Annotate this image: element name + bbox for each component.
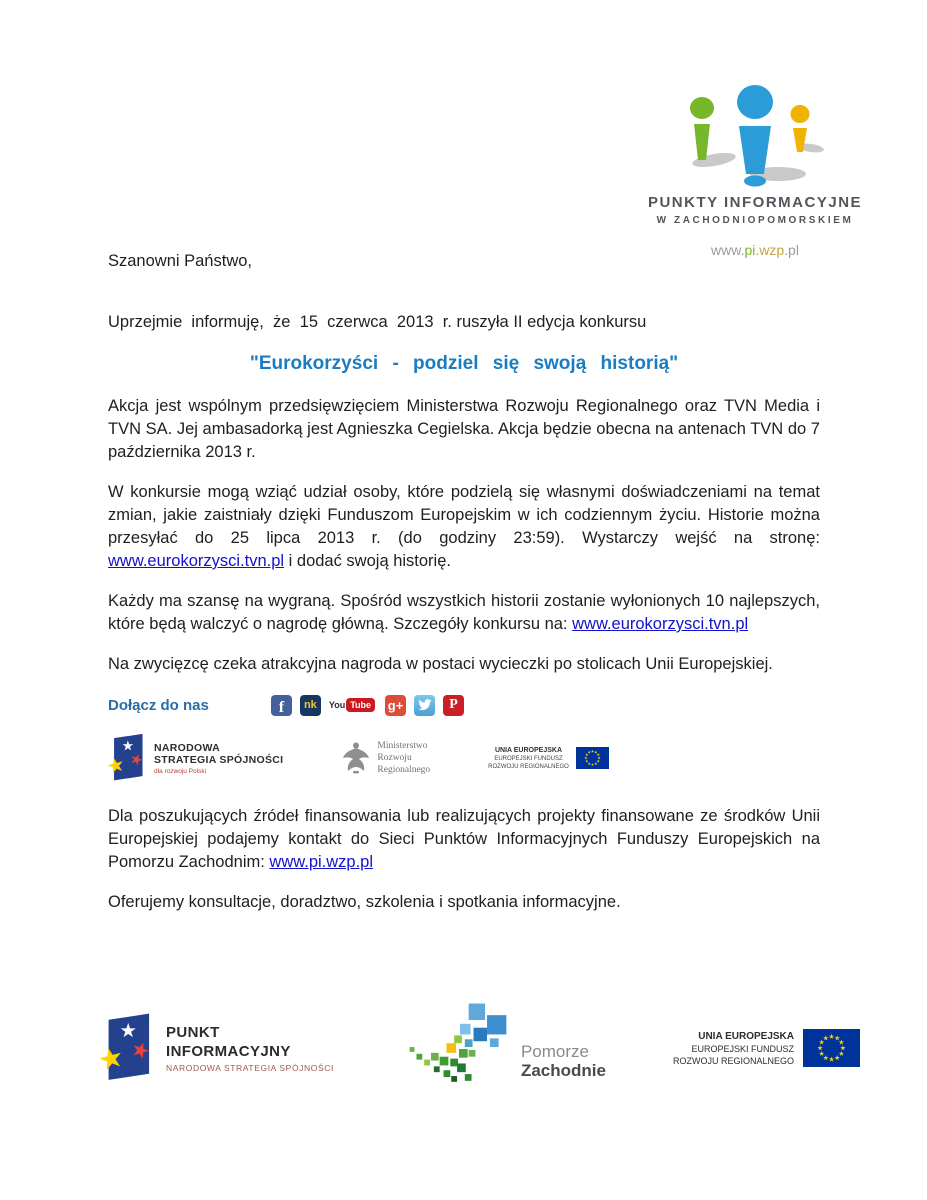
para-nagroda-text: Każdy ma szansę na wygraną. Spośród wszystkich historii zostanie wyłonionych 10 najlepszych, które będą walczyć o nagrodę główną. Szczegóły konkursu na: — [108, 592, 820, 633]
logo-ministry — [341, 740, 430, 776]
para-akcja: Akcja jest wspólnym przedsięwzięciem Ministerstwa Rozwoju Regionalnego oraz TVN Media i TVN SA. Jej ambasadorką jest Agnieszka Cegielska. Akcja będzie obecna na antenach TVN do 7 października 2013 r. — [108, 397, 820, 461]
eu-mid-line1: UNIA EUROPEJSKA — [494, 746, 562, 754]
pomorze-mosaic-icon — [401, 998, 517, 1098]
url-pl: .pl — [784, 242, 799, 258]
para-oferta: Oferujemy konsultacje, doradztwo, szkolenia i spotkania informacyjne. — [108, 893, 621, 911]
link-eurokorzysci-2[interactable]: www.eurokorzysci.tvn.pl — [572, 615, 749, 633]
nss-flag-icon — [108, 733, 146, 783]
link-eurokorzysci-1[interactable]: www.eurokorzysci.tvn.pl — [108, 552, 285, 570]
social-row — [108, 693, 820, 717]
eu-footer-text — [673, 1030, 794, 1067]
para-kontakt — [108, 805, 820, 874]
para-zwyciezca: Na zwycięzcę czeka atrakcyjna nagroda w postaci wycieczki po stolicach Unii Europejskiej. — [108, 655, 773, 673]
facebook-icon[interactable] — [271, 695, 292, 716]
letter-content — [108, 0, 820, 931]
logo-punkt-informacyjny — [100, 1012, 334, 1084]
google-plus-icon[interactable] — [385, 695, 406, 716]
youtube-tube: Tube — [346, 698, 375, 712]
facebook-letter: f — [278, 698, 285, 716]
para-konkurs-text: W konkursie mogą wziąć udział osoby, które podzielą się własnymi doświadczeniami na temat zmian, jakie zaistniały dzięki Funduszom Europejskim w ich codziennym życiu. Historie można przesyłać do 25 lipca 2013 r. (do godziny 23:59). Wystarczy wejść na stronę: — [108, 483, 820, 547]
nk-letters: nk — [303, 699, 317, 711]
header-logo-title: PUNKTY INFORMACYJNE — [647, 194, 863, 211]
pomorze-line1: Pomorze — [520, 1042, 589, 1061]
salutation: Szanowni Państwo, — [108, 252, 252, 270]
para-nagroda — [108, 590, 820, 636]
pinterest-icon[interactable] — [443, 695, 464, 716]
logo-nss — [108, 733, 283, 783]
eu-footer-line1: UNIA EUROPEJSKA — [698, 1030, 794, 1042]
youtube-icon[interactable] — [329, 695, 375, 716]
url-wzp: wzp — [759, 242, 785, 258]
eu-mid-text — [488, 746, 569, 771]
punkt-text — [166, 1023, 334, 1073]
contest-heading: "Eurokorzyści - podziel się swoją historią" — [249, 353, 679, 374]
footer-logos-row — [100, 998, 860, 1098]
ministry-line3: Regionalnego — [377, 765, 431, 775]
punkt-line3: NARODOWA STRATEGIA SPÓJNOŚCI — [166, 1063, 334, 1073]
nss-line1: NARODOWA — [154, 741, 220, 754]
url-dot: . — [755, 242, 760, 258]
url-pi: pi — [744, 242, 756, 258]
ministry-eagle-icon — [341, 740, 371, 776]
para-konkurs-text-after: i dodać swoją historię. — [284, 552, 451, 570]
url-www: www. — [711, 242, 745, 258]
nss-line2: STRATEGIA SPÓJNOŚCI — [154, 753, 284, 766]
nss-tagline: dla rozwoju Polski — [154, 767, 207, 775]
pinterest-letter: P — [449, 697, 458, 712]
twitter-bird-icon — [418, 699, 432, 711]
gplus-letters: g+ — [387, 697, 404, 713]
twitter-icon[interactable] — [414, 695, 435, 716]
logo-eu-mid — [488, 746, 609, 771]
para-konkurs — [108, 481, 820, 573]
link-pi-wzp[interactable]: www.pi.wzp.pl — [269, 853, 374, 871]
eu-flag-icon — [803, 1029, 860, 1067]
eu-footer-line2: EUROPEJSKI FUNDUSZ — [691, 1043, 794, 1054]
ministry-text — [377, 740, 430, 776]
logo-pomorze-zachodnie — [401, 998, 606, 1098]
header-logo-subtitle: W ZACHODNIOPOMORSKIEM — [656, 215, 854, 226]
eu-mid-line2: EUROPEJSKI FUNDUSZ — [494, 755, 563, 762]
ministry-line1: Ministerstwo — [377, 741, 428, 751]
eu-flag-icon — [576, 747, 609, 769]
youtube-you: You — [328, 700, 346, 710]
pomorze-line2: Zachodnie — [520, 1061, 606, 1080]
punkt-line2: INFORMACYJNY — [166, 1043, 291, 1060]
eu-footer-line3: ROZWOJU REGIONALNEGO — [672, 1055, 794, 1066]
para-kontakt-text: Dla poszukujących źródeł finansowania lub realizujących projekty finansowane ze środków Unii Europejskiej podajemy kontakt do Sieci Punktów Informacyjnych Funduszy Europejskich na Pomorzu Zachodnim: — [108, 807, 820, 871]
logo-eu-footer — [673, 1029, 860, 1067]
pomorze-text — [521, 1042, 606, 1080]
partner-logos-row — [108, 733, 820, 783]
eu-mid-line3: ROZWOJU REGIONALNEGO — [488, 763, 569, 770]
ministry-line2: Rozwoju — [377, 753, 412, 763]
social-label: Dołącz do nas — [108, 696, 209, 714]
punkt-flag-icon — [100, 1012, 154, 1084]
nk-icon[interactable] — [300, 695, 321, 716]
intro-line: Uprzejmie informuję, że 15 czerwca 2013 r. ruszyła II edycja konkursu — [108, 313, 647, 331]
nss-text — [154, 742, 283, 775]
punkt-line1: PUNKT — [166, 1024, 220, 1041]
